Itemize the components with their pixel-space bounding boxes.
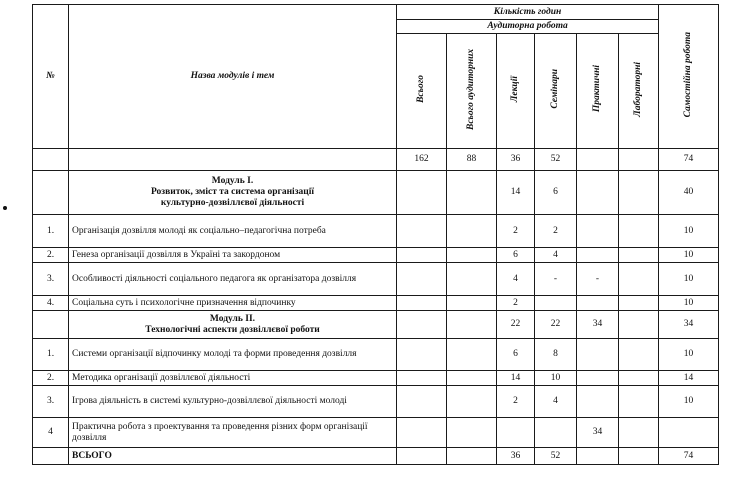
table-cell — [535, 418, 577, 448]
table-cell: 2 — [535, 215, 577, 248]
empty-cell — [447, 263, 497, 296]
empty-cell — [447, 296, 497, 311]
empty-cell — [33, 171, 69, 215]
empty-cell — [577, 448, 619, 465]
table-cell: 14 — [497, 371, 535, 386]
empty-cell — [447, 418, 497, 448]
table-row — [33, 418, 719, 448]
empty-cell — [447, 248, 497, 263]
table-cell: 4 — [497, 263, 535, 296]
table-cell: 10 — [659, 386, 719, 418]
empty-cell — [397, 296, 447, 311]
module-1-heading-row — [33, 171, 719, 215]
table-cell — [577, 339, 619, 371]
col-total-aud-header: Всього аудиторних — [447, 34, 497, 149]
study-plan-table — [32, 4, 719, 465]
table-row — [33, 215, 719, 248]
table-cell: Методика організації дозвіллєвої діяльності — [69, 371, 397, 386]
table-cell: 10 — [659, 215, 719, 248]
col-total-header: Всього — [397, 34, 447, 149]
empty-cell — [397, 263, 447, 296]
table-cell — [577, 296, 619, 311]
table-cell: Особливості діяльності соціального педагога як організатора дозвілля — [69, 263, 397, 296]
table-cell: 36 — [497, 448, 535, 465]
table-cell: 4. — [33, 296, 69, 311]
table-cell — [577, 215, 619, 248]
empty-cell — [33, 448, 69, 465]
empty-cell — [397, 448, 447, 465]
name-header: Назва модулів і тем — [69, 5, 397, 149]
table-cell: Соціальна суть і психологічне призначення відпочинку — [69, 296, 397, 311]
empty-cell — [397, 418, 447, 448]
table-cell — [577, 149, 619, 171]
table-row — [33, 386, 719, 418]
empty-cell — [397, 386, 447, 418]
empty-cell — [447, 215, 497, 248]
empty-cell — [397, 371, 447, 386]
table-row — [33, 339, 719, 371]
table-cell: - — [577, 263, 619, 296]
num-header: № — [33, 5, 69, 149]
empty-cell — [397, 311, 447, 339]
table-cell: 34 — [577, 311, 619, 339]
table-cell: 8 — [535, 339, 577, 371]
col-lab-header: Лабораторні — [619, 34, 659, 149]
table-cell: 22 — [535, 311, 577, 339]
table-cell: 14 — [659, 371, 719, 386]
table-cell: 1. — [33, 339, 69, 371]
empty-cell — [447, 311, 497, 339]
module-2-title: Модуль ІІ. Технологічні аспекти дозвіллєвої роботи — [69, 311, 397, 339]
empty-cell — [447, 339, 497, 371]
table-cell: Організація дозвілля молоді як соціально–педагогічна потреба — [69, 215, 397, 248]
table-cell: 52 — [535, 448, 577, 465]
table-cell — [577, 386, 619, 418]
table-cell — [659, 418, 719, 448]
table-cell: 4 — [33, 418, 69, 448]
table-cell — [535, 296, 577, 311]
table-cell: 36 — [497, 149, 535, 171]
total-row — [33, 448, 719, 465]
empty-cell — [447, 386, 497, 418]
table-cell: 88 — [447, 149, 497, 171]
table-cell: 3. — [33, 386, 69, 418]
table-cell: 162 — [397, 149, 447, 171]
empty-cell — [619, 418, 659, 448]
self-work-header: Самостійна робота — [659, 5, 719, 149]
empty-cell — [397, 339, 447, 371]
empty-cell — [619, 263, 659, 296]
empty-cell — [619, 171, 659, 215]
table-cell: 2. — [33, 248, 69, 263]
table-row — [33, 248, 719, 263]
empty-cell — [619, 215, 659, 248]
table-cell: 2 — [497, 215, 535, 248]
empty-cell — [447, 171, 497, 215]
empty-cell — [619, 448, 659, 465]
empty-cell — [619, 386, 659, 418]
margin-dot — [3, 206, 7, 210]
empty-cell — [69, 149, 397, 171]
table-cell: 34 — [659, 311, 719, 339]
empty-cell — [619, 311, 659, 339]
table-cell: Ігрова діяльність в системі культурно-дозвіллєвої діяльності молоді — [69, 386, 397, 418]
table-cell: 40 — [659, 171, 719, 215]
table-cell: 10 — [659, 248, 719, 263]
table-cell: Генеза організації дозвілля в Україні та закордоном — [69, 248, 397, 263]
table-cell: - — [535, 263, 577, 296]
empty-cell — [33, 311, 69, 339]
table-cell: 22 — [497, 311, 535, 339]
module-1-title: Модуль І. Розвиток, зміст та система організації культурно-дозвіллєвої діяльності — [69, 171, 397, 215]
hours-header: Кількість годин — [397, 5, 659, 20]
table-cell — [577, 371, 619, 386]
table-cell — [577, 248, 619, 263]
table-cell: 14 — [497, 171, 535, 215]
table-cell: 10 — [659, 263, 719, 296]
empty-cell — [619, 339, 659, 371]
col-practical-header: Практичні — [577, 34, 619, 149]
empty-cell — [397, 248, 447, 263]
table-cell: 74 — [659, 448, 719, 465]
empty-cell — [397, 171, 447, 215]
col-seminars-header: Семінари — [535, 34, 577, 149]
table-cell: 1. — [33, 215, 69, 248]
table-cell: 6 — [535, 171, 577, 215]
table-cell — [497, 418, 535, 448]
table-row — [33, 296, 719, 311]
table-cell — [619, 149, 659, 171]
table-cell: 10 — [659, 296, 719, 311]
summary-row — [33, 149, 719, 171]
table-cell: 10 — [659, 339, 719, 371]
empty-cell — [397, 215, 447, 248]
empty-cell — [577, 171, 619, 215]
module-2-heading-row — [33, 311, 719, 339]
empty-cell — [619, 296, 659, 311]
table-cell: Системи організації відпочинку молоді та форми проведення дозвілля — [69, 339, 397, 371]
empty-cell — [447, 448, 497, 465]
auditory-header: Аудиторна робота — [397, 20, 659, 34]
col-lectures-header: Лекції — [497, 34, 535, 149]
table-cell: 6 — [497, 248, 535, 263]
table-cell: 6 — [497, 339, 535, 371]
table-cell: 3. — [33, 263, 69, 296]
table-cell: 10 — [535, 371, 577, 386]
table-row — [33, 263, 719, 296]
table-row — [33, 371, 719, 386]
table-cell: 74 — [659, 149, 719, 171]
table-cell: 34 — [577, 418, 619, 448]
table-cell: 2 — [497, 296, 535, 311]
empty-cell — [619, 248, 659, 263]
table-cell: 4 — [535, 386, 577, 418]
total-label: ВСЬОГО — [69, 448, 397, 465]
table-cell: Практична робота з проектування та проведення різних форм організації дозвілля — [69, 418, 397, 448]
table-cell: 52 — [535, 149, 577, 171]
table-cell: 2 — [497, 386, 535, 418]
empty-cell — [447, 371, 497, 386]
header-row-1 — [33, 5, 719, 20]
empty-cell — [33, 149, 69, 171]
table-cell: 4 — [535, 248, 577, 263]
empty-cell — [619, 371, 659, 386]
table-cell: 2. — [33, 371, 69, 386]
